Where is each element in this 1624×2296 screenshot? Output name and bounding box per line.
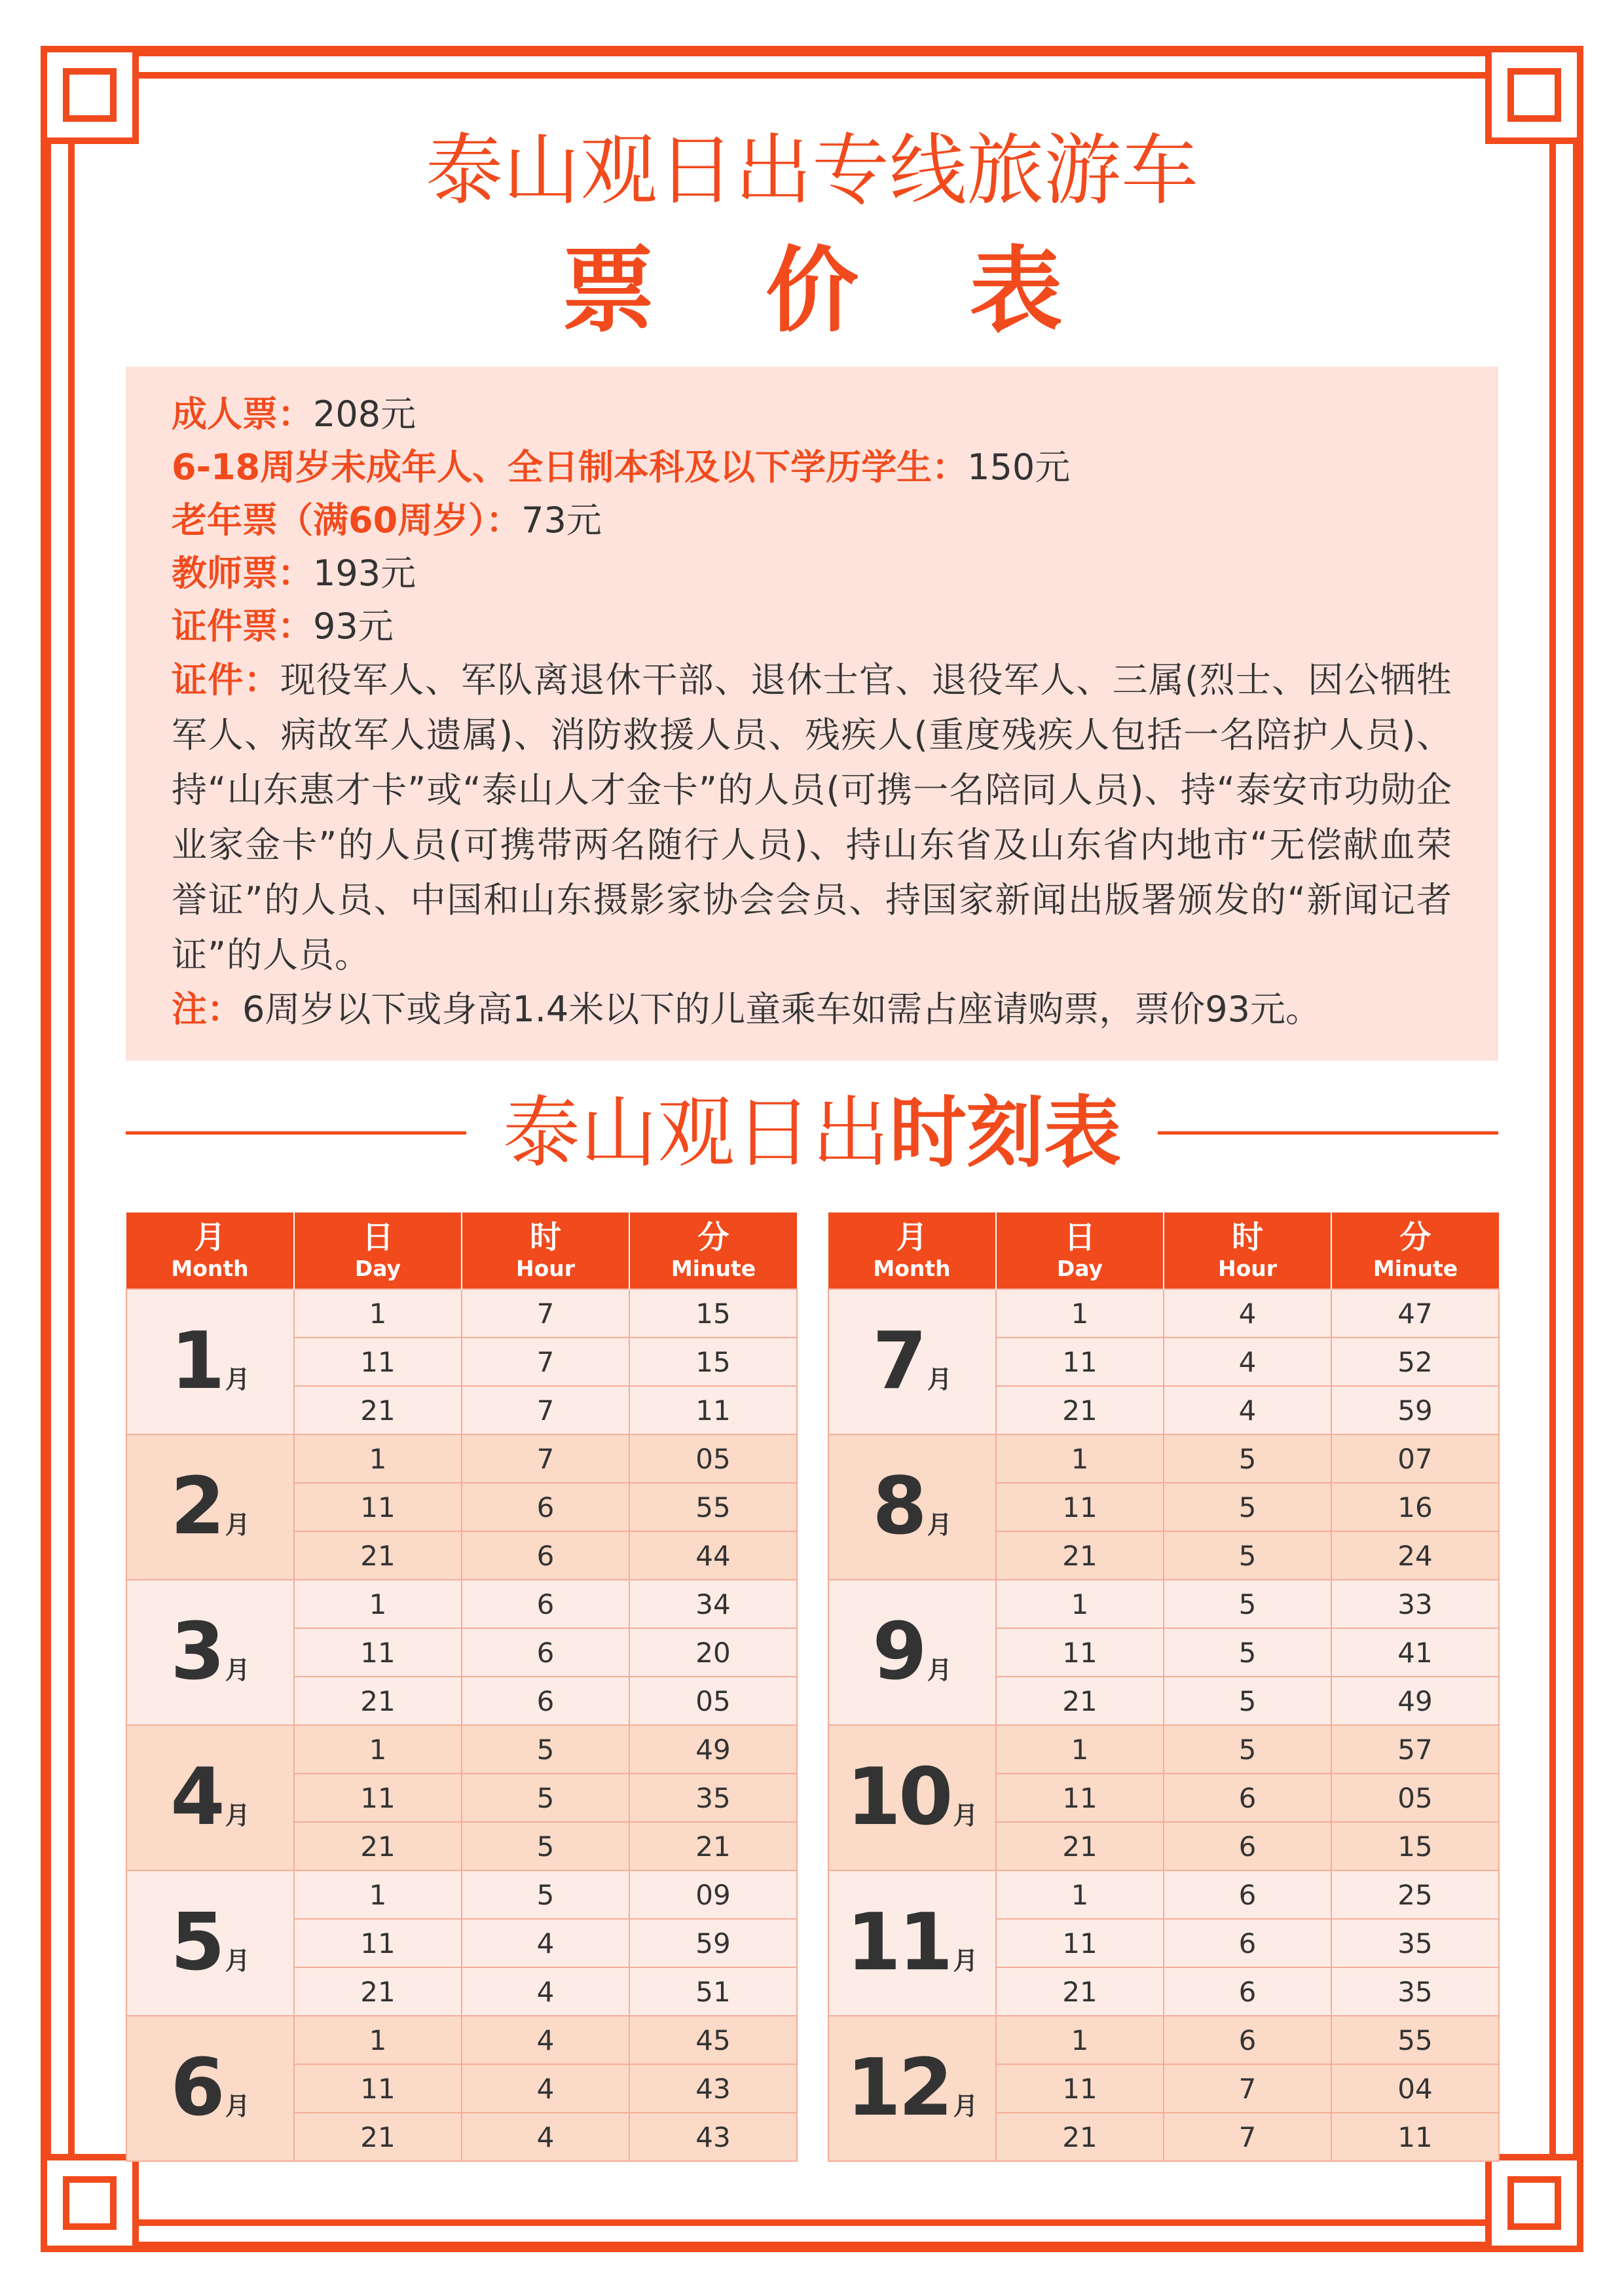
frame-corner-ornament [41, 2154, 139, 2252]
day-cell: 1 [294, 1725, 462, 1774]
month-suffix: 月 [225, 2092, 250, 2121]
minute-cell: 35 [629, 1774, 797, 1822]
month-suffix: 月 [225, 1801, 250, 1830]
day-cell: 11 [996, 2064, 1164, 2113]
hour-cell: 7 [462, 1434, 629, 1483]
minute-cell: 07 [1331, 1434, 1499, 1483]
month-suffix: 月 [927, 1510, 952, 1539]
minute-cell: 52 [1331, 1338, 1499, 1386]
month-cell [828, 1289, 996, 1434]
table-row [126, 1289, 797, 1338]
hour-cell: 6 [1164, 1774, 1331, 1822]
minute-cell: 24 [1331, 1531, 1499, 1580]
column-header-zh: 月 [194, 1219, 226, 1256]
hour-cell: 7 [1164, 2113, 1331, 2161]
price-label: 6-18周岁未成年人、全日制本科及以下学历学生： [172, 446, 968, 488]
day-cell: 11 [996, 1628, 1164, 1677]
hour-cell: 7 [462, 1338, 629, 1386]
day-cell: 21 [996, 1677, 1164, 1725]
day-cell: 11 [294, 1483, 462, 1531]
price-line [172, 441, 1452, 494]
month-number: 7 [872, 1316, 925, 1407]
minute-cell: 21 [629, 1822, 797, 1870]
minute-cell: 59 [629, 1919, 797, 1967]
hour-cell: 6 [462, 1580, 629, 1628]
column-header-zh: 分 [697, 1219, 729, 1256]
minute-cell: 51 [629, 1967, 797, 2016]
price-line [172, 494, 1452, 547]
month-cell [828, 1434, 996, 1580]
price-label: 成人票： [172, 393, 313, 435]
month-suffix: 月 [953, 1946, 978, 1975]
month-suffix: 月 [953, 2092, 978, 2121]
price-line [172, 547, 1452, 600]
day-cell: 11 [996, 1774, 1164, 1822]
column-header-zh: 日 [1063, 1219, 1096, 1256]
day-cell: 1 [996, 1725, 1164, 1774]
day-cell: 21 [996, 1531, 1164, 1580]
minute-cell: 15 [629, 1289, 797, 1338]
column-header [629, 1212, 797, 1289]
day-cell: 11 [996, 1919, 1164, 1967]
month-suffix: 月 [225, 1510, 250, 1539]
minute-cell: 35 [1331, 1919, 1499, 1967]
hour-cell: 6 [1164, 2016, 1331, 2064]
hour-cell: 6 [1164, 1919, 1331, 1967]
hour-cell: 6 [462, 1677, 629, 1725]
day-cell: 11 [996, 1483, 1164, 1531]
day-cell: 1 [996, 1580, 1164, 1628]
month-number: 12 [846, 2043, 951, 2134]
hour-cell: 5 [1164, 1434, 1331, 1483]
price-line [172, 388, 1452, 441]
minute-cell: 41 [1331, 1628, 1499, 1677]
price-value: 150元 [967, 446, 1071, 488]
price-value: 208元 [313, 393, 416, 435]
column-header-zh: 分 [1399, 1219, 1431, 1256]
table-row [828, 1289, 1499, 1338]
month-number: 8 [872, 1461, 925, 1552]
note-text: 6周岁以下或身高1.4米以下的儿童乘车如需占座请购票，票价93元。 [242, 989, 1321, 1030]
month-number: 4 [170, 1752, 223, 1843]
minute-cell: 57 [1331, 1725, 1499, 1774]
minute-cell: 49 [1331, 1677, 1499, 1725]
column-header-en: Hour [515, 1256, 576, 1281]
month-number: 1 [170, 1316, 223, 1407]
month-number: 3 [170, 1607, 223, 1698]
day-cell: 11 [294, 1919, 462, 1967]
column-header [462, 1212, 629, 1289]
month-number: 9 [872, 1607, 925, 1698]
column-header-en: Minute [671, 1256, 756, 1281]
schedule-title-bold: 时刻表 [889, 1087, 1122, 1178]
price-line [172, 600, 1452, 653]
minute-cell: 05 [629, 1677, 797, 1725]
column-header [126, 1212, 294, 1289]
hour-cell: 7 [462, 1386, 629, 1434]
table-row [828, 1725, 1499, 1774]
day-cell: 1 [996, 1434, 1164, 1483]
hour-cell: 4 [1164, 1386, 1331, 1434]
day-cell: 21 [294, 1386, 462, 1434]
schedule-title-regular: 泰山观日出 [502, 1087, 889, 1178]
day-cell: 21 [996, 1822, 1164, 1870]
price-value: 193元 [313, 553, 416, 594]
schedule-title [126, 1084, 1498, 1182]
column-header-zh: 时 [1231, 1219, 1263, 1256]
day-cell: 1 [294, 1870, 462, 1919]
hour-cell: 5 [462, 1725, 629, 1774]
column-header-en: Minute [1373, 1256, 1458, 1281]
hour-cell: 6 [1164, 1822, 1331, 1870]
day-cell: 21 [996, 2113, 1164, 2161]
month-suffix: 月 [225, 1946, 250, 1975]
schedule-heading [126, 1084, 1498, 1182]
table-row [828, 1870, 1499, 1919]
column-header-en: Month [873, 1256, 951, 1281]
day-cell: 11 [294, 1338, 462, 1386]
hour-cell: 5 [462, 1774, 629, 1822]
day-cell: 11 [294, 2064, 462, 2113]
column-header-zh: 月 [896, 1219, 928, 1256]
minute-cell: 05 [629, 1434, 797, 1483]
minute-cell: 45 [629, 2016, 797, 2064]
day-cell: 11 [294, 1774, 462, 1822]
column-header [1331, 1212, 1499, 1289]
column-header-zh: 日 [361, 1219, 394, 1256]
minute-cell: 49 [629, 1725, 797, 1774]
month-suffix: 月 [225, 1656, 250, 1685]
hour-cell: 4 [462, 2113, 629, 2161]
minute-cell: 11 [629, 1386, 797, 1434]
minute-cell: 44 [629, 1531, 797, 1580]
minute-cell: 47 [1331, 1289, 1499, 1338]
month-cell [828, 2016, 996, 2161]
day-cell: 11 [996, 1338, 1164, 1386]
hour-cell: 4 [1164, 1289, 1331, 1338]
month-suffix: 月 [225, 1365, 250, 1394]
column-header-en: Hour [1217, 1256, 1278, 1281]
day-cell: 21 [294, 1531, 462, 1580]
minute-cell: 34 [629, 1580, 797, 1628]
month-suffix: 月 [927, 1656, 952, 1685]
minute-cell: 16 [1331, 1483, 1499, 1531]
month-cell [126, 1725, 294, 1870]
day-cell: 1 [294, 1434, 462, 1483]
table-row [126, 1434, 797, 1483]
hour-cell: 4 [462, 2064, 629, 2113]
hour-cell: 6 [462, 1531, 629, 1580]
column-header [996, 1212, 1164, 1289]
month-cell [126, 1434, 294, 1580]
minute-cell: 43 [629, 2113, 797, 2161]
table-header-row [126, 1212, 797, 1289]
hour-cell: 5 [1164, 1677, 1331, 1725]
table-row [126, 1725, 797, 1774]
minute-cell: 55 [629, 1483, 797, 1531]
credential-description [172, 653, 1452, 983]
minute-cell: 15 [1331, 1822, 1499, 1870]
month-number: 2 [170, 1461, 223, 1552]
month-cell [828, 1725, 996, 1870]
hour-cell: 4 [462, 1919, 629, 1967]
price-label: 老年票（满60周岁）： [172, 500, 522, 541]
hour-cell: 5 [1164, 1531, 1331, 1580]
table-row [126, 2016, 797, 2064]
hour-cell: 5 [1164, 1725, 1331, 1774]
column-header-en: Day [1056, 1256, 1103, 1281]
day-cell: 1 [996, 2016, 1164, 2064]
column-header-en: Day [354, 1256, 401, 1281]
hour-cell: 5 [462, 1870, 629, 1919]
hour-cell: 6 [1164, 1967, 1331, 2016]
table-row [828, 1580, 1499, 1628]
note-line [172, 983, 1452, 1036]
month-number: 11 [846, 1897, 951, 1988]
table-row [828, 1434, 1499, 1483]
hour-cell: 7 [462, 1289, 629, 1338]
price-label: 证件票： [172, 606, 313, 647]
day-cell: 1 [294, 2016, 462, 2064]
month-cell [828, 1580, 996, 1725]
credential-text: 现役军人、军队离退休干部、退休士官、退役军人、三属(烈士、因公牺牲军人、病故军人遗属)、消防救援人员、残疾人(重度残疾人包括一名陪护人员)、持“山东惠才卡”或“泰山人才金卡”的人员(可携一名陪同人员)、持“泰安市功勋企业家金卡”的人员(可携带两名随行人员)、持山东省及山东省内地市“无偿献血荣誉证”的人员、中国和山东摄影家协会会员、持国家新闻出版署颁发的“新闻记者证”的人员。 [172, 659, 1452, 975]
table-header-row [828, 1212, 1499, 1289]
day-cell: 21 [294, 2113, 462, 2161]
minute-cell: 59 [1331, 1386, 1499, 1434]
month-number: 5 [170, 1897, 223, 1988]
price-value: 93元 [313, 606, 394, 647]
column-header [1164, 1212, 1331, 1289]
hour-cell: 6 [462, 1628, 629, 1677]
month-number: 10 [846, 1752, 951, 1843]
table-row [126, 1580, 797, 1628]
column-header-en: Month [171, 1256, 249, 1281]
day-cell: 21 [294, 1967, 462, 2016]
hour-cell: 5 [1164, 1628, 1331, 1677]
minute-cell: 55 [1331, 2016, 1499, 2064]
minute-cell: 15 [629, 1338, 797, 1386]
hour-cell: 5 [1164, 1483, 1331, 1531]
column-header [828, 1212, 996, 1289]
hour-cell: 6 [462, 1483, 629, 1531]
day-cell: 1 [996, 1870, 1164, 1919]
table-row [828, 2016, 1499, 2064]
hour-cell: 5 [462, 1822, 629, 1870]
price-label: 教师票： [172, 553, 313, 594]
hour-cell: 7 [1164, 2064, 1331, 2113]
column-header-zh: 时 [529, 1219, 561, 1256]
schedule-table-jul-dec [828, 1212, 1500, 2162]
month-cell [126, 2016, 294, 2161]
month-suffix: 月 [953, 1801, 978, 1830]
price-info-box [126, 367, 1498, 1061]
minute-cell: 09 [629, 1870, 797, 1919]
hour-cell: 6 [1164, 1870, 1331, 1919]
price-value: 73元 [521, 500, 602, 541]
hour-cell: 4 [462, 1967, 629, 2016]
month-cell [126, 1870, 294, 2016]
day-cell: 1 [996, 1289, 1164, 1338]
minute-cell: 35 [1331, 1967, 1499, 2016]
hour-cell: 4 [462, 2016, 629, 2064]
month-suffix: 月 [927, 1365, 952, 1394]
minute-cell: 11 [1331, 2113, 1499, 2161]
frame-corner-ornament [1485, 2154, 1583, 2252]
minute-cell: 04 [1331, 2064, 1499, 2113]
minute-cell: 20 [629, 1628, 797, 1677]
minute-cell: 25 [1331, 1870, 1499, 1919]
month-number: 6 [170, 2043, 223, 2134]
day-cell: 21 [294, 1677, 462, 1725]
price-table-heading: 票 价 表 [561, 237, 1102, 345]
minute-cell: 05 [1331, 1774, 1499, 1822]
month-cell [126, 1289, 294, 1434]
month-cell [828, 1870, 996, 2016]
minute-cell: 33 [1331, 1580, 1499, 1628]
day-cell: 1 [294, 1289, 462, 1338]
page-title: 泰山观日出专线旅游车 [425, 125, 1198, 215]
minute-cell: 43 [629, 2064, 797, 2113]
hour-cell: 4 [1164, 1338, 1331, 1386]
month-cell [126, 1580, 294, 1725]
day-cell: 11 [294, 1628, 462, 1677]
day-cell: 21 [996, 1386, 1164, 1434]
table-row [126, 1870, 797, 1919]
day-cell: 21 [996, 1967, 1164, 2016]
day-cell: 21 [294, 1822, 462, 1870]
schedule-table-jan-jun [126, 1212, 798, 2162]
day-cell: 1 [294, 1580, 462, 1628]
price-list [172, 388, 1452, 653]
note-label: 注： [172, 989, 242, 1030]
credential-label: 证件： [172, 659, 280, 701]
column-header [294, 1212, 462, 1289]
hour-cell: 5 [1164, 1580, 1331, 1628]
